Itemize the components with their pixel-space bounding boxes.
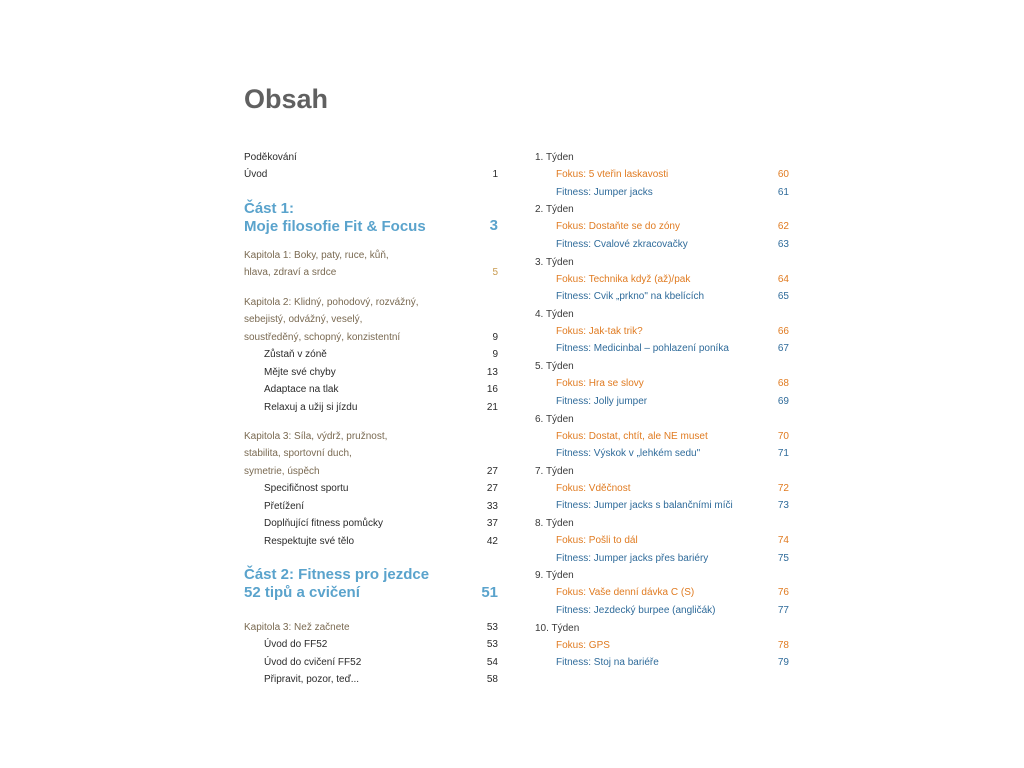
fitness-entry[interactable] — [535, 396, 789, 408]
focus-entry-page: 78 — [777, 639, 789, 651]
toc-entry-page: 1 — [492, 169, 498, 180]
toc-entry-page: 27 — [486, 483, 498, 494]
week-heading-label: 3. Týden — [535, 256, 574, 268]
toc-entry[interactable] — [244, 536, 498, 548]
toc-entry-label: Respektujte své tělo — [264, 536, 355, 547]
toc-entry[interactable] — [244, 384, 498, 396]
toc-entry[interactable] — [244, 639, 498, 651]
toc-entry-label: Úvod do cvičení FF52 — [264, 657, 362, 668]
focus-entry[interactable] — [535, 535, 789, 547]
part-heading[interactable] — [244, 200, 426, 236]
week-heading[interactable] — [535, 466, 789, 478]
fitness-entry[interactable] — [535, 605, 789, 617]
fitness-entry[interactable] — [535, 553, 789, 565]
toc-entry-page: 9 — [492, 349, 498, 360]
toc-entry[interactable] — [244, 501, 498, 513]
toc-entry-page: 13 — [486, 367, 498, 378]
focus-entry[interactable] — [535, 483, 789, 495]
toc-entry-page: 58 — [486, 674, 498, 685]
week-heading[interactable] — [535, 570, 789, 582]
week-heading[interactable] — [535, 414, 789, 426]
week-heading-label: 2. Týden — [535, 204, 574, 216]
fitness-entry[interactable] — [535, 291, 789, 303]
chapter-heading[interactable] — [244, 250, 498, 262]
part-heading[interactable] — [244, 566, 429, 602]
week-heading-label: 4. Týden — [535, 308, 574, 320]
focus-entry-label: Fokus: Dostat, chtít, ale NE muset — [556, 430, 708, 442]
chapter-heading[interactable] — [244, 466, 498, 478]
focus-entry-label: Fokus: 5 vteřin laskavosti — [556, 169, 669, 180]
focus-entry[interactable] — [535, 169, 789, 181]
focus-entry-page: 76 — [777, 587, 789, 599]
week-heading-label: 10. Týden — [535, 622, 580, 634]
toc-entry-label: Připravit, pozor, teď... — [264, 674, 360, 685]
fitness-entry-label: Fitness: Cvalové zkracovačky — [556, 238, 688, 250]
fitness-entry-label: Fitness: Jezdecký burpee (angličák) — [556, 604, 716, 616]
week-heading[interactable] — [535, 518, 789, 530]
focus-entry[interactable] — [535, 587, 789, 599]
fitness-entry-page: 61 — [777, 186, 789, 198]
chapter-heading-line: symetrie, úspěch — [244, 466, 320, 477]
focus-entry-label: Fokus: Vaše denní dávka C (S) — [556, 587, 695, 599]
toc-entry[interactable] — [244, 367, 498, 379]
focus-entry[interactable] — [535, 640, 789, 652]
toc-entry[interactable] — [244, 518, 498, 530]
toc-entry-page: 37 — [486, 518, 498, 529]
focus-entry[interactable] — [535, 326, 789, 338]
fitness-entry-label: Fitness: Výskok v „lehkém sedu" — [556, 448, 701, 459]
chapter-heading-line: Kapitola 2: Klidný, pohodový, rozvážný, — [244, 297, 419, 308]
toc-entry-page: 53 — [486, 639, 498, 650]
page-title: Obsah — [244, 84, 329, 114]
fitness-entry-label: Fitness: Medicinbal – pohlazení poníka — [556, 343, 729, 355]
focus-entry-label: Fokus: Vděčnost — [556, 482, 631, 494]
focus-entry[interactable] — [535, 221, 789, 233]
week-heading[interactable] — [535, 361, 789, 373]
chapter-heading[interactable] — [244, 267, 498, 279]
toc-entry-label: Úvod — [244, 169, 268, 180]
focus-entry[interactable] — [535, 431, 789, 443]
toc-entry-label: Poděkování — [244, 152, 297, 163]
chapter-heading-line: Kapitola 1: Boky, paty, ruce, kůň, — [244, 250, 389, 261]
chapter-heading-line: stabilita, sportovní duch, — [244, 448, 352, 459]
week-heading-label: 1. Týden — [535, 152, 574, 163]
week-heading[interactable] — [535, 309, 789, 321]
chapter-heading-line: Kapitola 3: Síla, výdrž, pružnost, — [244, 431, 388, 442]
chapter-heading-line: soustředěný, schopný, konzistentní — [244, 332, 401, 343]
fitness-entry-page: 71 — [777, 448, 789, 459]
week-heading[interactable] — [535, 257, 789, 269]
week-heading-label: 6. Týden — [535, 413, 574, 425]
focus-entry-page: 68 — [777, 378, 789, 390]
toc-entry-label: Relaxuj a užij si jízdu — [264, 402, 358, 413]
focus-entry[interactable] — [535, 378, 789, 390]
chapter-page: 5 — [492, 267, 498, 278]
fitness-entry-page: 67 — [777, 343, 789, 355]
fitness-entry-page: 69 — [777, 395, 789, 407]
fitness-entry[interactable] — [535, 448, 789, 460]
week-heading-label: 7. Týden — [535, 465, 574, 477]
toc-entry-label: Přetížení — [264, 501, 305, 512]
part-page: 3 — [489, 217, 498, 234]
fitness-entry-label: Fitness: Jumper jacks s balančními míči — [556, 500, 733, 512]
toc-entry-label: Úvod do FF52 — [264, 639, 328, 650]
week-heading-label: 8. Týden — [535, 518, 574, 530]
focus-entry-page: 72 — [777, 482, 789, 494]
part-heading-line: 52 tipů a cvičení — [244, 584, 360, 601]
toc-entry[interactable] — [244, 657, 498, 669]
chapter-page: 27 — [486, 466, 498, 477]
chapter-page: 53 — [486, 622, 498, 633]
focus-entry-label: Fokus: Hra se slovy — [556, 378, 644, 390]
focus-entry-label: Fokus: GPS — [556, 639, 610, 651]
chapter-heading[interactable] — [244, 431, 498, 443]
focus-entry-page: 62 — [777, 221, 789, 233]
toc-entry[interactable] — [244, 402, 498, 414]
toc-entry-page: 54 — [486, 657, 498, 668]
fitness-entry-page: 75 — [777, 552, 789, 564]
part-heading-line: Část 1: — [244, 200, 295, 217]
toc-entry-label: Mějte své chyby — [264, 367, 336, 378]
toc-entry-page: 16 — [486, 384, 498, 395]
focus-entry-page: 74 — [777, 535, 789, 547]
focus-entry-label: Fokus: Technika když (až)/pak — [556, 273, 691, 285]
focus-entry-page: 66 — [777, 325, 789, 337]
toc-entry[interactable] — [244, 169, 498, 181]
week-heading-label: 9. Týden — [535, 570, 574, 582]
fitness-entry[interactable] — [535, 657, 789, 669]
fitness-entry-label: Fitness: Jumper jacks — [556, 186, 653, 198]
toc-entry[interactable] — [244, 152, 498, 164]
part-page: 51 — [481, 584, 498, 601]
week-heading-label: 5. Týden — [535, 361, 574, 373]
chapter-page: 9 — [492, 332, 498, 343]
chapter-heading[interactable] — [244, 448, 498, 460]
focus-entry-label: Fokus: Pošli to dál — [556, 535, 638, 547]
week-heading[interactable] — [535, 152, 789, 164]
fitness-entry-label: Fitness: Jolly jumper — [556, 395, 648, 407]
fitness-entry-label: Fitness: Cvik „prkno" na kbelících — [556, 291, 705, 303]
fitness-entry-page: 65 — [777, 291, 789, 303]
part-heading-line: Část 2: Fitness pro jezdce — [244, 566, 430, 583]
focus-entry[interactable] — [535, 274, 789, 286]
toc-entry-page: 21 — [486, 402, 498, 413]
toc-entry[interactable] — [244, 349, 498, 361]
chapter-heading-line: hlava, zdraví a srdce — [244, 267, 337, 278]
toc-entry-page: 42 — [486, 536, 498, 547]
toc-entry[interactable] — [244, 674, 498, 686]
chapter-heading-line: Kapitola 3: Než začnete — [244, 622, 350, 633]
toc-entry[interactable] — [244, 483, 498, 495]
chapter-heading[interactable] — [244, 297, 498, 309]
toc-entry-page: 33 — [486, 501, 498, 512]
fitness-entry-page: 63 — [777, 238, 789, 250]
focus-entry-label: Fokus: Dostaňte se do zóny — [556, 221, 680, 233]
toc-entry-label: Doplňující fitness pomůcky — [264, 518, 383, 529]
focus-entry-page: 64 — [777, 273, 789, 285]
focus-entry-page: 70 — [777, 430, 789, 442]
fitness-entry[interactable] — [535, 500, 789, 512]
focus-entry-page: 60 — [777, 169, 789, 180]
fitness-entry[interactable] — [535, 187, 789, 199]
toc-entry-label: Zůstaň v zóně — [264, 349, 327, 360]
chapter-heading-line: sebejistý, odvážný, veselý, — [244, 314, 363, 325]
chapter-heading[interactable] — [244, 622, 498, 634]
chapter-heading[interactable] — [244, 314, 498, 326]
chapter-heading[interactable] — [244, 332, 498, 344]
fitness-entry-page: 77 — [777, 604, 789, 616]
fitness-entry-page: 73 — [777, 500, 789, 512]
fitness-entry-label: Fitness: Jumper jacks přes bariéry — [556, 552, 709, 564]
toc-entry-label: Specifičnost sportu — [264, 483, 349, 494]
fitness-entry-label: Fitness: Stoj na bariéře — [556, 657, 659, 669]
part-heading-line: Moje filosofie Fit & Focus — [244, 218, 426, 235]
toc-entry-label: Adaptace na tlak — [264, 384, 339, 395]
week-heading[interactable] — [535, 204, 789, 216]
fitness-entry[interactable] — [535, 343, 789, 355]
focus-entry-label: Fokus: Jak-tak trik? — [556, 325, 643, 337]
week-heading[interactable] — [535, 623, 789, 635]
fitness-entry[interactable] — [535, 239, 789, 251]
fitness-entry-page: 79 — [777, 657, 789, 669]
